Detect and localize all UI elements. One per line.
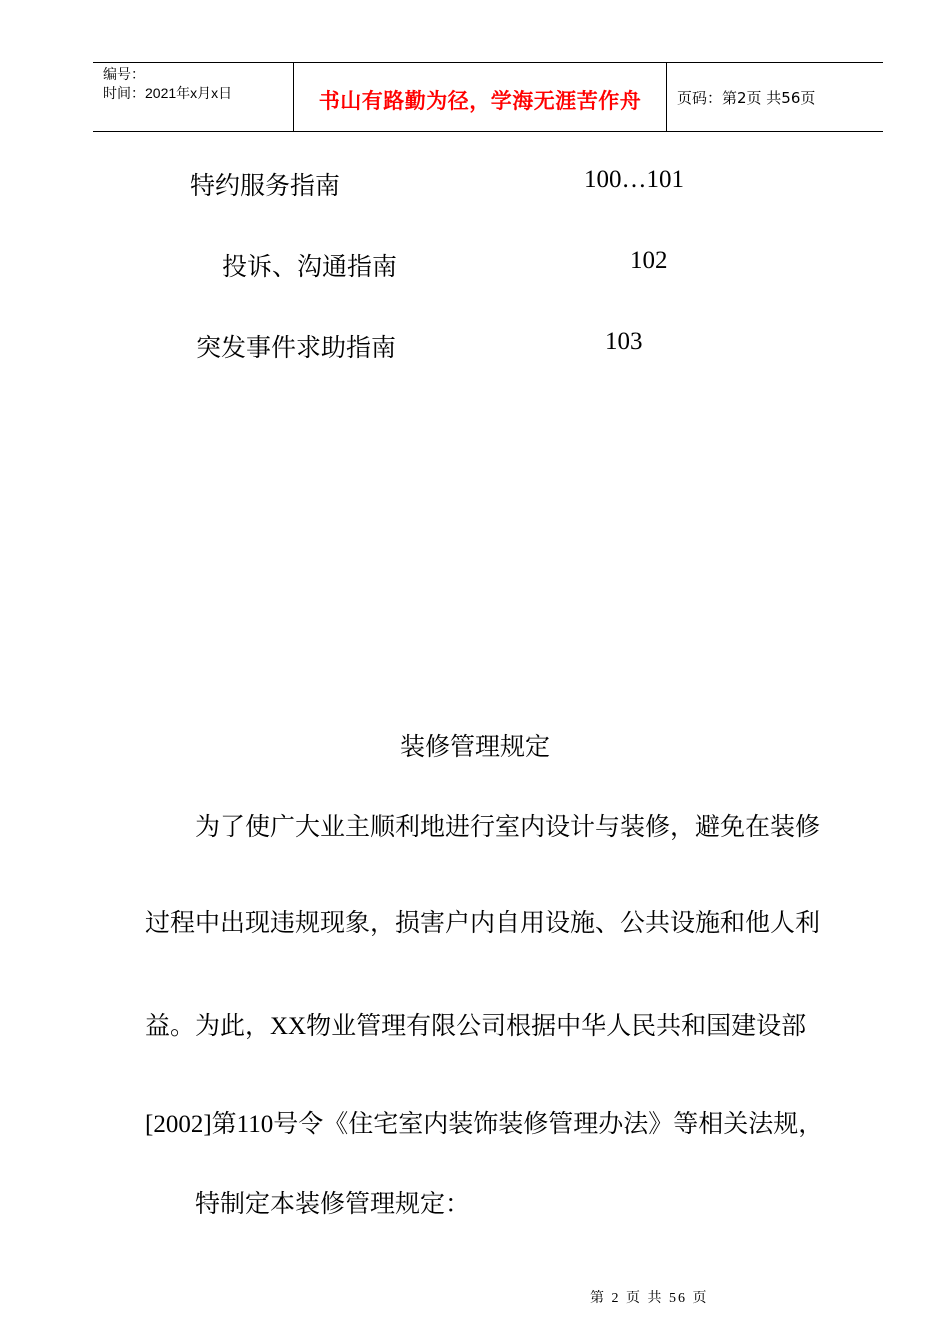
toc-item-page: 103 bbox=[605, 328, 643, 355]
toc-item-label: 投诉、沟通指南 bbox=[222, 254, 398, 281]
document-code-label: 编号： bbox=[103, 66, 145, 82]
section-title: 装修管理规定 bbox=[399, 734, 550, 761]
header-page-info: 页码：第2页 共56页 bbox=[677, 89, 816, 107]
paragraph-line: 特制定本装修管理规定： bbox=[195, 1191, 471, 1218]
paragraph-line: 益。为此，XX物业管理有限公司根据中华人民共和国建设部 bbox=[145, 1013, 807, 1040]
paragraph-line: 过程中出现违规现象，损害户内自用设施、公共设施和他人利 bbox=[145, 910, 821, 937]
paragraph-line: 为了使广大业主顺利地进行室内设计与装修，避免在装修 bbox=[195, 814, 821, 841]
paragraph-line: [2002]第110号令《住宅室内装饰装修管理办法》等相关法规， bbox=[145, 1111, 824, 1138]
header-page-cell bbox=[667, 63, 883, 131]
toc-item-label: 特约服务指南 bbox=[190, 173, 341, 200]
toc-item-label: 突发事件求助指南 bbox=[196, 335, 397, 362]
header-motto: 书山有路勤为径，学海无涯苦作舟 bbox=[318, 89, 642, 113]
header-motto-cell bbox=[294, 63, 667, 131]
header-meta-cell bbox=[93, 63, 294, 131]
document-time-label: 时间：2021年x月x日 bbox=[103, 85, 233, 101]
page-footer: 第 2 页 共 56 页 bbox=[590, 1291, 709, 1306]
toc-item-page: 100…101 bbox=[584, 166, 684, 193]
page-header bbox=[93, 62, 883, 132]
toc-item-page: 102 bbox=[630, 247, 668, 274]
